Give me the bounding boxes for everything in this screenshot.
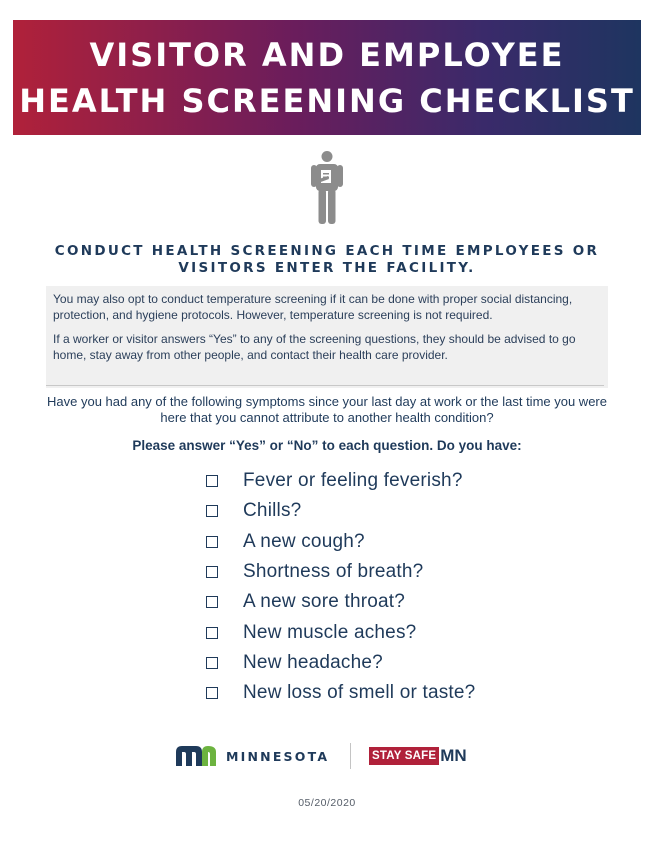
state-name: MINNESOTA [226, 748, 330, 764]
checkbox[interactable] [206, 687, 218, 699]
info-paragraph-1: You may also opt to conduct temperature screening if it can be done with proper social distancing, protection, and hygiene protocols. However, temperature screening is not required. [53, 292, 573, 322]
checklist-item [206, 678, 475, 708]
divider [46, 385, 604, 386]
checkbox[interactable] [206, 596, 218, 608]
checkbox[interactable] [206, 657, 218, 669]
stay-safe-mn-text: MN [440, 746, 467, 765]
title-line-2: HEALTH SCREENING CHECKLIST [19, 81, 635, 120]
info-box [46, 286, 608, 388]
checklist-item [206, 496, 475, 526]
checkbox[interactable] [206, 566, 218, 578]
document-date: 05/20/2020 [298, 797, 356, 809]
checklist-label: Chills? [243, 500, 302, 522]
checklist-item [206, 466, 475, 496]
checkbox[interactable] [206, 627, 218, 639]
subheading: CONDUCT HEALTH SCREENING EACH TIME EMPLOYEES OR VISITORS ENTER THE FACILITY. [54, 243, 600, 276]
checkbox[interactable] [206, 536, 218, 548]
minnesota-logo-icon [176, 746, 216, 766]
checklist-item [206, 617, 475, 647]
checklist-item [206, 587, 475, 617]
checklist-item [206, 527, 475, 557]
stay-safe-logo [369, 747, 467, 765]
checklist-item [206, 648, 475, 678]
checklist-label: A new sore throat? [243, 591, 406, 613]
info-paragraph-2: If a worker or visitor answers “Yes” to any of the screening questions, they should be advised to go home, stay away from other people, and contact their health care provider. [53, 332, 576, 362]
checklist-label: New loss of smell or taste? [243, 682, 476, 704]
title-line-1: VISITOR AND EMPLOYEE [89, 35, 565, 74]
screening-question: Have you had any of the following symptoms since your last day at work or the last time you were here that you cannot attribute to another health condition? [47, 394, 607, 425]
checklist-label: Shortness of breath? [243, 561, 424, 583]
logo-divider [350, 743, 351, 769]
checkbox[interactable] [206, 475, 218, 487]
checklist-label: New headache? [243, 651, 383, 673]
stay-safe-text: STAY SAFE [369, 747, 439, 765]
checkbox[interactable] [206, 505, 218, 517]
symptom-checklist [206, 466, 475, 708]
instruction: Please answer “Yes” or “No” to each question. Do you have: [132, 438, 522, 453]
checklist-label: A new cough? [243, 530, 365, 552]
title-banner [13, 20, 641, 135]
checklist-label: Fever or feeling feverish? [243, 470, 463, 492]
minnesota-logo [176, 746, 329, 766]
checklist-label: New muscle aches? [243, 621, 417, 643]
person-clipboard-icon [308, 150, 348, 226]
checklist-item [206, 557, 475, 587]
